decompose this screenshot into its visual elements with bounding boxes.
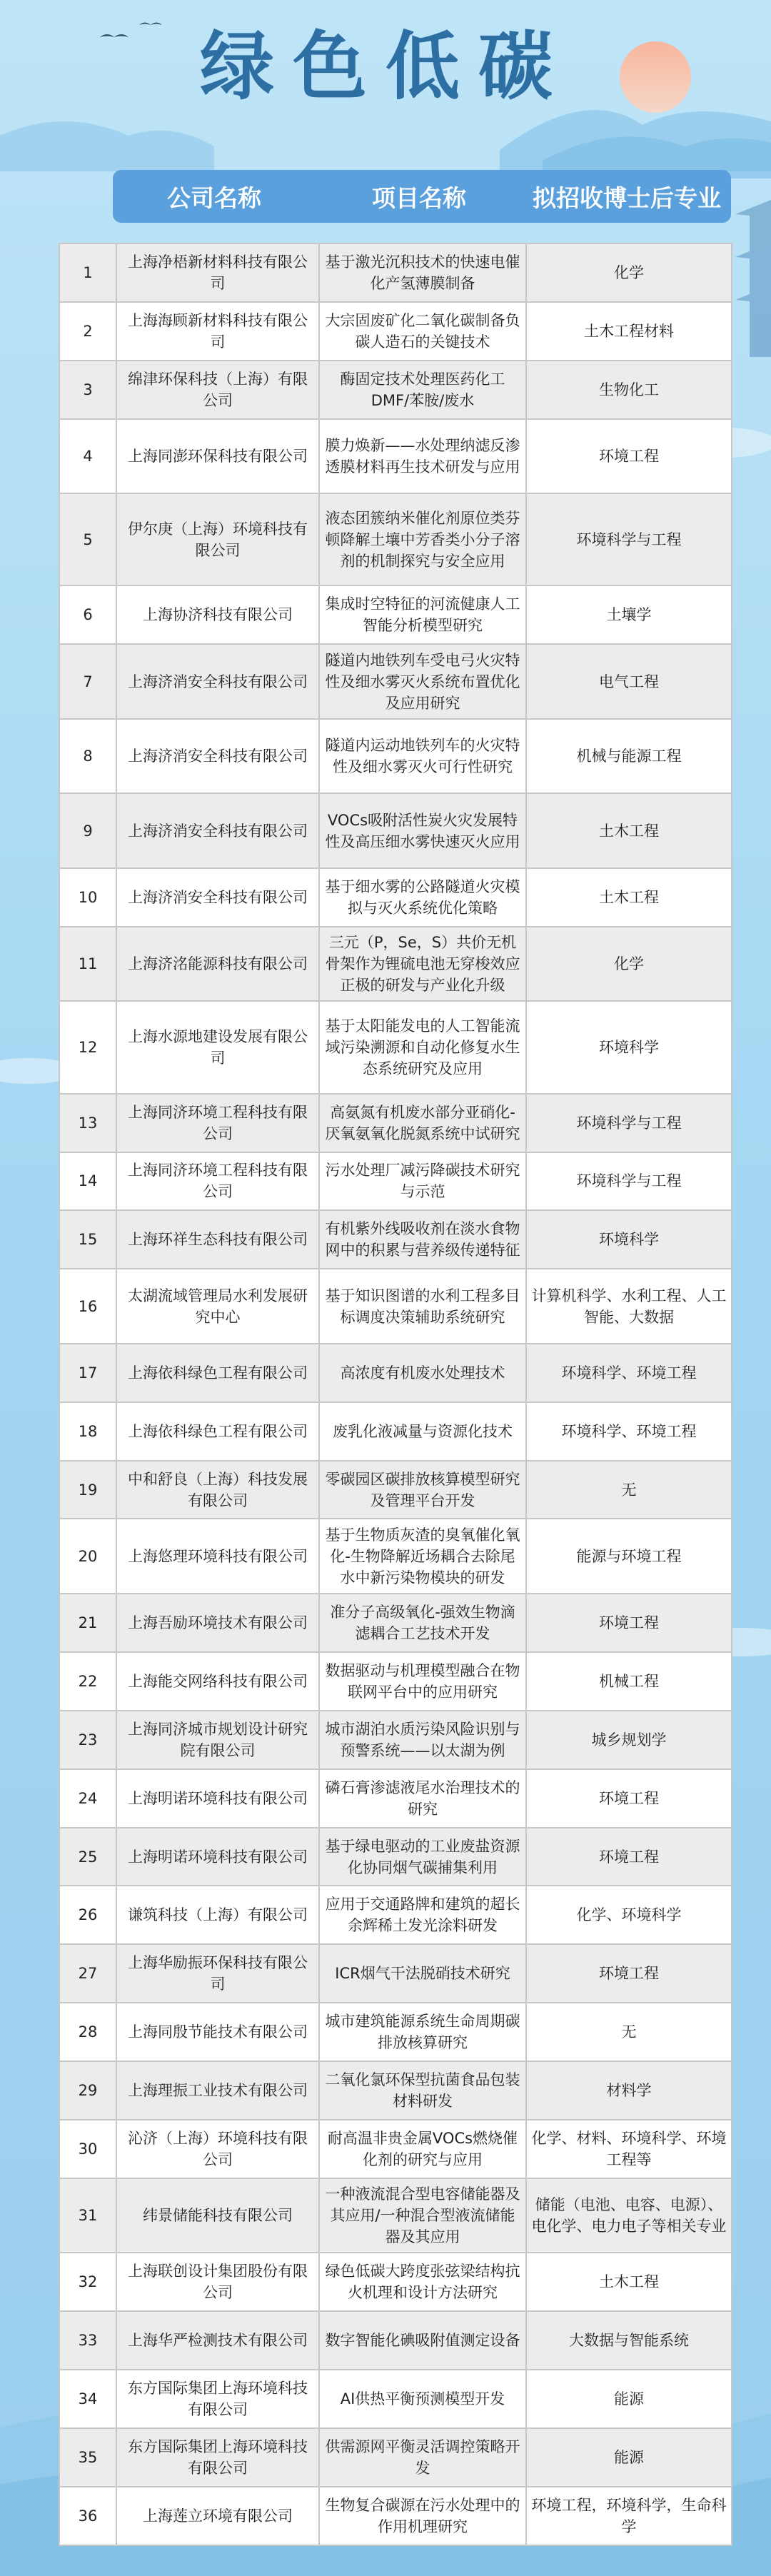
table-row: [59, 302, 732, 361]
company-name: 绵津环保科技（上海）有限公司: [116, 361, 319, 419]
table-row: [59, 644, 732, 719]
project-name: ICR烟气干法脱硝技术研究: [319, 1944, 526, 2003]
company-name: 沁济（上海）环境科技有限公司: [116, 2120, 319, 2178]
table-row: [59, 493, 732, 585]
row-index: 9: [59, 793, 116, 868]
major: 能源: [526, 2428, 732, 2487]
table-row: [59, 1344, 732, 1402]
project-name: 基于激光沉积技术的快速电催化产氢薄膜制备: [319, 243, 526, 302]
company-name: 上海同澎环保科技有限公司: [116, 419, 319, 494]
row-index: 1: [59, 243, 116, 302]
major: 能源与环境工程: [526, 1519, 732, 1594]
company-name: 上海理振工业技术有限公司: [116, 2061, 319, 2120]
company-name: 上海悠理环境科技有限公司: [116, 1519, 319, 1594]
major: 环境工程: [526, 419, 732, 494]
row-index: 6: [59, 585, 116, 644]
table-row: [59, 2178, 732, 2253]
row-index: 35: [59, 2428, 116, 2487]
project-name: 有机紫外线吸收剂在淡水食物网中的积累与营养级传递特征: [319, 1210, 526, 1269]
table-row: [59, 2487, 732, 2545]
row-index: 19: [59, 1461, 116, 1519]
table-row: [59, 361, 732, 419]
company-name: 上海依科绿色工程有限公司: [116, 1344, 319, 1402]
company-name: 上海济消安全科技有限公司: [116, 793, 319, 868]
project-name: 三元（P，Se，S）共价无机骨架作为锂硫电池无穿梭效应正极的研发与产业化升级: [319, 927, 526, 1002]
project-name: 零碳园区碳排放核算模型研究及管理平台开发: [319, 1461, 526, 1519]
row-index: 34: [59, 2370, 116, 2428]
major: 环境工程: [526, 1944, 732, 2003]
project-name: 二氧化氯环保型抗菌食品包装材料研发: [319, 2061, 526, 2120]
project-name: 应用于交通路牌和建筑的超长余辉稀土发光涂料研发: [319, 1886, 526, 1944]
row-index: 22: [59, 1652, 116, 1711]
major: 环境科学与工程: [526, 1152, 732, 1211]
major: 环境科学、环境工程: [526, 1402, 732, 1461]
table-row: [59, 2253, 732, 2311]
major: 储能（电池、电容、电源）、电化学、电力电子等相关专业: [526, 2178, 732, 2253]
project-name: 基于生物质灰渣的臭氧催化氧化-生物降解近场耦合去除尾水中新污染物模块的研发: [319, 1519, 526, 1594]
row-index: 25: [59, 1828, 116, 1886]
company-name: 上海同殷节能技术有限公司: [116, 2003, 319, 2061]
major: 土木工程: [526, 2253, 732, 2311]
row-index: 12: [59, 1001, 116, 1093]
company-name: 上海莲立环境有限公司: [116, 2487, 319, 2545]
project-name: 基于细水雾的公路隧道火灾模拟与灭火系统优化策略: [319, 868, 526, 927]
major: 能源: [526, 2370, 732, 2428]
row-index: 36: [59, 2487, 116, 2545]
project-name: 基于绿电驱动的工业废盐资源化协同烟气碳捕集利用: [319, 1828, 526, 1886]
project-name: AI供热平衡预测模型开发: [319, 2370, 526, 2428]
major: 电气工程: [526, 644, 732, 719]
major: 大数据与智能系统: [526, 2311, 732, 2370]
major: 环境工程: [526, 1769, 732, 1828]
header-company: 公司名称: [167, 183, 261, 212]
company-name: 上海依科绿色工程有限公司: [116, 1402, 319, 1461]
row-index: 31: [59, 2178, 116, 2253]
row-index: 11: [59, 927, 116, 1002]
project-name: 高浓度有机废水处理技术: [319, 1344, 526, 1402]
row-index: 28: [59, 2003, 116, 2061]
company-name: 上海吾励环境技术有限公司: [116, 1594, 319, 1652]
project-name: 城市建筑能源系统生命周期碳排放核算研究: [319, 2003, 526, 2061]
company-name: 上海济消安全科技有限公司: [116, 868, 319, 927]
major: 化学: [526, 927, 732, 1002]
major: 化学、材料、环境科学、环境工程等: [526, 2120, 732, 2178]
company-name: 上海环祥生态科技有限公司: [116, 1210, 319, 1269]
company-name: 上海华严检测技术有限公司: [116, 2311, 319, 2370]
row-index: 14: [59, 1152, 116, 1211]
major: 机械工程: [526, 1652, 732, 1711]
major: 无: [526, 1461, 732, 1519]
company-name: 东方国际集团上海环境科技有限公司: [116, 2370, 319, 2428]
project-name: 隧道内运动地铁列车的火灾特性及细水雾灭火可行性研究: [319, 719, 526, 794]
table-row: [59, 1001, 732, 1093]
major: 环境科学与工程: [526, 1094, 732, 1152]
project-name: 废乳化液减量与资源化技术: [319, 1402, 526, 1461]
table-row: [59, 719, 732, 794]
row-index: 7: [59, 644, 116, 719]
company-name: 纬景储能科技有限公司: [116, 2178, 319, 2253]
major: 环境科学: [526, 1210, 732, 1269]
project-name: 生物复合碳源在污水处理中的作用机理研究: [319, 2487, 526, 2545]
major: 环境工程，环境科学，生命科学: [526, 2487, 732, 2545]
table-row: [59, 1652, 732, 1711]
table-row: [59, 1461, 732, 1519]
project-name: 隧道内地铁列车受电弓火灾特性及细水雾灭火系统布置优化及应用研究: [319, 644, 526, 719]
table-row: [59, 2311, 732, 2370]
major: 土壤学: [526, 585, 732, 644]
company-name: 上海济洺能源科技有限公司: [116, 927, 319, 1002]
row-index: 29: [59, 2061, 116, 2120]
project-name: 耐高温非贵金属VOCs燃烧催化剂的研究与应用: [319, 2120, 526, 2178]
project-name: 一种液流混合型电容储能器及其应用/一种混合型液流储能器及其应用: [319, 2178, 526, 2253]
table-row: [59, 1886, 732, 1944]
major: 无: [526, 2003, 732, 2061]
table-header-bar: [113, 170, 731, 223]
company-name: 谦筑科技（上海）有限公司: [116, 1886, 319, 1944]
project-name: 液态团簇纳米催化剂原位类芬顿降解土壤中芳香类小分子溶剂的机制探究与安全应用: [319, 493, 526, 585]
company-name: 上海同济环境工程科技有限公司: [116, 1094, 319, 1152]
major: 环境科学、环境工程: [526, 1344, 732, 1402]
company-name: 上海明诺环境科技有限公司: [116, 1769, 319, 1828]
major: 土木工程: [526, 793, 732, 868]
major: 机械与能源工程: [526, 719, 732, 794]
major: 化学: [526, 243, 732, 302]
company-name: 上海华励振环保科技有限公司: [116, 1944, 319, 2003]
project-name: 数据驱动与机理模型融合在物联网平台中的应用研究: [319, 1652, 526, 1711]
table-row: [59, 1769, 732, 1828]
project-name: 准分子高级氧化-强效生物滴滤耦合工艺技术开发: [319, 1594, 526, 1652]
row-index: 27: [59, 1944, 116, 2003]
row-index: 32: [59, 2253, 116, 2311]
project-name: 城市湖泊水质污染风险识别与预警系统——以太湖为例: [319, 1711, 526, 1769]
row-index: 5: [59, 493, 116, 585]
row-index: 24: [59, 1769, 116, 1828]
header-project: 项目名称: [372, 183, 466, 212]
table-row: [59, 868, 732, 927]
company-name: 上海明诺环境科技有限公司: [116, 1828, 319, 1886]
row-index: 3: [59, 361, 116, 419]
table-row: [59, 2003, 732, 2061]
table-row: [59, 1094, 732, 1152]
row-index: 30: [59, 2120, 116, 2178]
row-index: 23: [59, 1711, 116, 1769]
company-name: 上海海顾新材料科技有限公司: [116, 302, 319, 361]
major: 土木工程: [526, 868, 732, 927]
row-index: 26: [59, 1886, 116, 1944]
table-row: [59, 1711, 732, 1769]
row-index: 16: [59, 1269, 116, 1344]
table-row: [59, 1828, 732, 1886]
company-name: 上海济消安全科技有限公司: [116, 644, 319, 719]
table-row: [59, 1152, 732, 1211]
major: 计算机科学、水利工程、人工智能、大数据: [526, 1269, 732, 1344]
row-index: 17: [59, 1344, 116, 1402]
company-name: 上海济消安全科技有限公司: [116, 719, 319, 794]
major: 土木工程材料: [526, 302, 732, 361]
project-name: 基于知识图谱的水利工程多目标调度决策辅助系统研究: [319, 1269, 526, 1344]
company-name: 太湖流域管理局水利发展研究中心: [116, 1269, 319, 1344]
table-row: [59, 927, 732, 1002]
header-major: 拟招收博士后专业: [533, 183, 721, 212]
company-name: 上海净梧新材料科技有限公司: [116, 243, 319, 302]
project-name: VOCs吸附活性炭火灾发展特性及高压细水雾快速灭火应用: [319, 793, 526, 868]
major: 环境工程: [526, 1828, 732, 1886]
table-row: [59, 243, 732, 302]
company-name: 上海同济城市规划设计研究院有限公司: [116, 1711, 319, 1769]
project-name: 酶固定技术处理医药化工DMF/苯胺/废水: [319, 361, 526, 419]
company-name: 上海协济科技有限公司: [116, 585, 319, 644]
table-row: [59, 419, 732, 494]
major: 环境科学: [526, 1001, 732, 1093]
company-name: 上海联创设计集团股份有限公司: [116, 2253, 319, 2311]
table-row: [59, 1210, 732, 1269]
row-index: 10: [59, 868, 116, 927]
project-name: 膜力焕新——水处理纳滤反渗透膜材料再生技术研发与应用: [319, 419, 526, 494]
major: 环境工程: [526, 1594, 732, 1652]
major: 化学、环境科学: [526, 1886, 732, 1944]
project-name: 污水处理厂减污降碳技术研究与示范: [319, 1152, 526, 1211]
project-name: 高氨氮有机废水部分亚硝化-厌氧氨氧化脱氮系统中试研究: [319, 1094, 526, 1152]
project-name: 数字智能化碘吸附值测定设备: [319, 2311, 526, 2370]
row-index: 2: [59, 302, 116, 361]
company-name: 中和舒良（上海）科技发展有限公司: [116, 1461, 319, 1519]
major: 生物化工: [526, 361, 732, 419]
row-index: 18: [59, 1402, 116, 1461]
row-index: 15: [59, 1210, 116, 1269]
project-name: 供需源网平衡灵活调控策略开发: [319, 2428, 526, 2487]
projects-table: [59, 243, 732, 2546]
company-name: 上海水源地建设发展有限公司: [116, 1001, 319, 1093]
table-row: [59, 2061, 732, 2120]
row-index: 4: [59, 419, 116, 494]
table-row: [59, 1269, 732, 1344]
table-row: [59, 2428, 732, 2487]
major: 材料学: [526, 2061, 732, 2120]
table-row: [59, 1944, 732, 2003]
row-index: 20: [59, 1519, 116, 1594]
company-name: 东方国际集团上海环境科技有限公司: [116, 2428, 319, 2487]
page-title: 绿色低碳: [199, 22, 571, 110]
table-row: [59, 2370, 732, 2428]
project-name: 大宗固废矿化二氧化碳制备负碳人造石的关键技术: [319, 302, 526, 361]
major: 城乡规划学: [526, 1711, 732, 1769]
table-row: [59, 1594, 732, 1652]
major: 环境科学与工程: [526, 493, 732, 585]
project-name: 基于太阳能发电的人工智能流域污染溯源和自动化修复水生态系统研究及应用: [319, 1001, 526, 1093]
table-row: [59, 585, 732, 644]
table-row: [59, 1519, 732, 1594]
row-index: 21: [59, 1594, 116, 1652]
row-index: 8: [59, 719, 116, 794]
row-index: 33: [59, 2311, 116, 2370]
table-row: [59, 2120, 732, 2178]
project-name: 绿色低碳大跨度张弦梁结构抗火机理和设计方法研究: [319, 2253, 526, 2311]
row-index: 13: [59, 1094, 116, 1152]
company-name: 上海同济环境工程科技有限公司: [116, 1152, 319, 1211]
project-name: 磷石膏渗滤液尾水治理技术的研究: [319, 1769, 526, 1828]
table-row: [59, 1402, 732, 1461]
company-name: 上海能交网络科技有限公司: [116, 1652, 319, 1711]
project-name: 集成时空特征的河流健康人工智能分析模型研究: [319, 585, 526, 644]
company-name: 伊尔庚（上海）环境科技有限公司: [116, 493, 319, 585]
table-row: [59, 793, 732, 868]
